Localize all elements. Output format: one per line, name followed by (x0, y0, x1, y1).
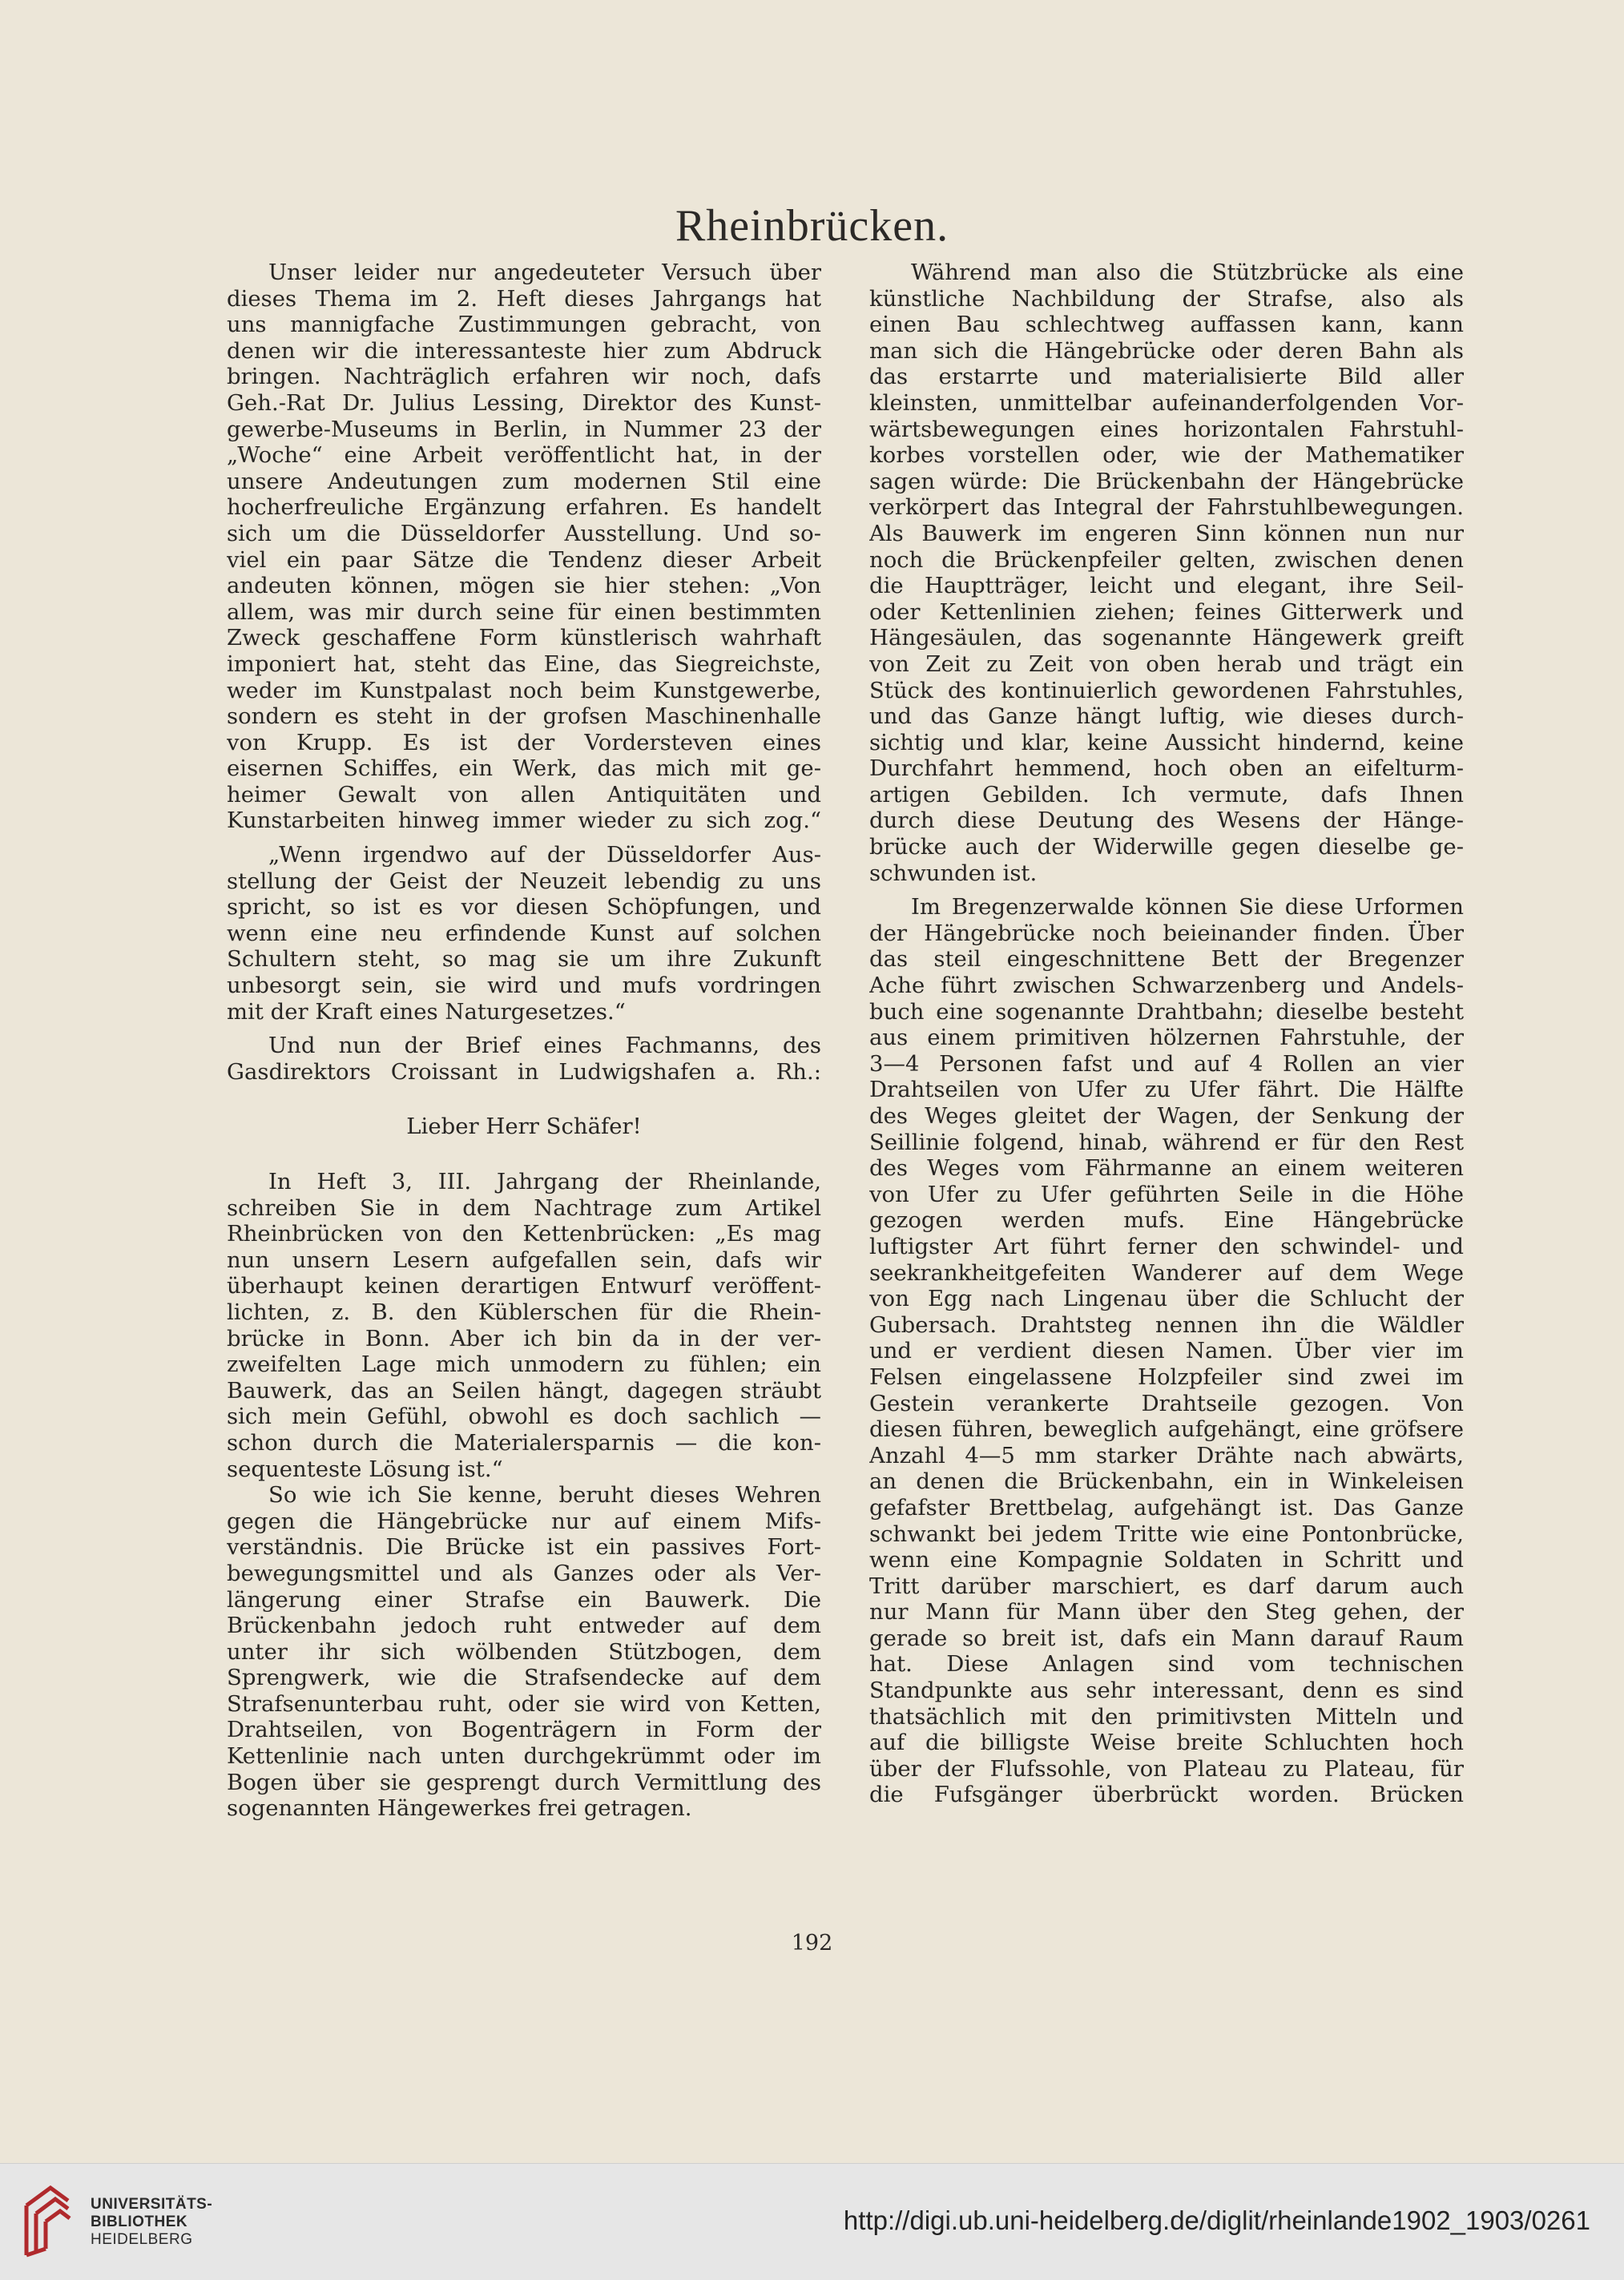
text-line: gefafster Brettbelag, aufgehängt ist. Das Ganze (869, 1494, 1464, 1521)
text-line: spricht, so ist es vor diesen Schöpfungen, und (227, 894, 821, 920)
text-line: und das Ganze hängt luftig, wie dieses durch- (869, 703, 1464, 730)
text-line: künstliche Nachbildung der Strafse, also als (869, 285, 1464, 312)
text-line: brücke in Bonn. Aber ich bin da in der ver- (227, 1325, 821, 1351)
text-line: von Ufer zu Ufer geführten Seile in die Höhe (869, 1181, 1464, 1207)
text-line: man sich die Hängebrücke oder deren Bahn als (869, 337, 1464, 364)
left-column (227, 260, 821, 1822)
text-line: imponiert hat, steht das Eine, das Siegreichste, (227, 651, 821, 677)
text-line: lichten, z. B. den Küblerschen für die Rhein- (227, 1299, 821, 1325)
text-line: allem, was mir durch seine für einen bestimmten (227, 598, 821, 625)
text-line: „Wenn irgendwo auf der Düsseldorfer Aus- (268, 842, 821, 868)
text-line: schwankt bei jedem Tritte wie eine Pontonbrücke, (869, 1521, 1464, 1547)
text-line: von Zeit zu Zeit von oben herab und trägt ein (869, 651, 1464, 677)
text-line: Im Bregenzerwalde können Sie diese Urformen (911, 894, 1464, 920)
text-line: sondern es steht in der grofsen Maschinenhalle (227, 703, 821, 730)
text-line: Stück des kontinuierlich gewordenen Fahrstuhles, (869, 677, 1464, 703)
text-line: noch die Brückenpfeiler gelten, zwischen denen (869, 546, 1464, 573)
text-line: wenn eine Kompagnie Soldaten in Schritt und (869, 1547, 1464, 1573)
text-line: eisernen Schiffes, ein Werk, das mich mit ge- (227, 755, 821, 782)
text-line: Ache führt zwischen Schwarzenberg und Andels- (869, 973, 1464, 999)
text-line: wenn eine neu erfindende Kunst auf solchen (227, 920, 821, 946)
text-line: Gasdirektors Croissant in Ludwigshafen a. Rh.: (227, 1058, 821, 1085)
text-line: an denen die Brückenbahn, ein in Winkeleisen (869, 1468, 1464, 1495)
text-line: Kunstarbeiten hinweg immer wieder zu sich zog.“ (227, 808, 821, 834)
text-line: schreiben Sie in dem Nachtrage zum Artikel (227, 1194, 821, 1221)
text-line: unbesorgt sein, sie wird und mufs vordringen (227, 973, 821, 999)
text-line: „Woche“ eine Arbeit veröffentlicht hat, in der (227, 442, 821, 469)
text-line: Als Bauwerk im engeren Sinn können nun nur (869, 520, 1464, 546)
text-line: sichtig und klar, keine Aussicht hindernd, keine (869, 729, 1464, 755)
text-line: Durchfahrt hemmend, hoch oben an eifelturm- (869, 755, 1464, 782)
text-line: Hängesäulen, das sogenannte Hängewerk greift (869, 625, 1464, 651)
text-line: des Weges vom Fährmanne an einem weiteren (869, 1155, 1464, 1182)
text-line: andeuten können, mögen sie hier stehen: „Von (227, 573, 821, 599)
library-name-line-1: UNIVERSITÄTS- (91, 2196, 213, 2213)
paragraph-gap (227, 1140, 821, 1169)
text-line: Und nun der Brief eines Fachmanns, des (268, 1033, 821, 1059)
text-line: sagen würde: Die Brückenbahn der Hängebrücke (869, 468, 1464, 494)
text-line: So wie ich Sie kenne, beruht dieses Wehren (268, 1482, 821, 1509)
text-line: die Hauptträger, leicht und elegant, ihre Seil- (869, 573, 1464, 599)
text-line: das erstarrte und materialisierte Bild aller (869, 364, 1464, 390)
text-line: des Weges gleitet der Wagen, der Senkung der (869, 1103, 1464, 1129)
text-line: bringen. Nachträglich erfahren wir noch, dafs (227, 364, 821, 390)
paragraph-gap (869, 886, 1464, 894)
page-number: 192 (791, 1931, 833, 1956)
text-line: unter ihr sich wölbenden Stützbogen, dem (227, 1638, 821, 1665)
text-line: Bogen über sie gesprengt durch Vermittlung des (227, 1769, 821, 1795)
article-title: Rheinbrücken. (675, 201, 949, 251)
text-line: überhaupt keinen derartigen Entwurf veröffent- (227, 1273, 821, 1299)
text-line: verständnis. Die Brücke ist ein passives Fort- (227, 1534, 821, 1561)
university-library-logo-icon (20, 2181, 78, 2262)
source-url-link[interactable]: http://digi.ub.uni-heidelberg.de/diglit/rheinlande1902_1903/0261 (843, 2205, 1590, 2235)
text-line: Kettenlinie nach unten durchgekrümmt oder im (227, 1743, 821, 1770)
text-line: bewegungsmittel und als Ganzes oder als Ver- (227, 1560, 821, 1586)
text-line: 3—4 Personen fafst und auf 4 Rollen an vier (869, 1050, 1464, 1077)
text-line: hocherfreuliche Ergänzung erfahren. Es handelt (227, 494, 821, 521)
text-line: die Fufsgänger überbrückt worden. Brücken (869, 1782, 1464, 1808)
text-line: seekrankheitgefeiten Wanderer auf dem Wege (869, 1259, 1464, 1286)
text-line: Standpunkte aus sehr interessant, denn es sind (869, 1678, 1464, 1704)
text-line: gegen die Hängebrücke nur auf einem Mifs- (227, 1508, 821, 1534)
text-line: In Heft 3, III. Jahrgang der Rheinlande, (268, 1169, 821, 1194)
paragraph-gap (227, 1025, 821, 1033)
text-line: sich um die Düsseldorfer Ausstellung. Und so- (227, 520, 821, 546)
library-footer (0, 2163, 1624, 2280)
text-line: schwunden ist. (869, 860, 1038, 886)
text-line: hat. Diese Anlagen sind vom technischen (869, 1651, 1464, 1678)
text-line: Gestein verankerte Drahtseile gezogen. Von (869, 1390, 1464, 1416)
text-line: schon durch die Materialersparnis — die kon- (227, 1429, 821, 1456)
text-line: gerade so breit ist, dafs ein Mann darauf Raum (869, 1625, 1464, 1651)
text-line: Drahtseilen, von Bogenträgern in Form der (227, 1717, 821, 1743)
text-line: heimer Gewalt von allen Antiquitäten und (227, 781, 821, 808)
text-line: längerung einer Strafse ein Bauwerk. Die (227, 1586, 821, 1613)
text-line: korbes vorstellen oder, wie der Mathematiker (869, 442, 1464, 469)
text-line: diesen führen, beweglich aufgehängt, eine gröfsere (869, 1416, 1464, 1443)
text-line: sequenteste Lösung ist.“ (227, 1456, 503, 1482)
text-line: durch diese Deutung des Wesens der Hänge- (869, 808, 1464, 834)
text-line: nur Mann für Mann über den Steg gehen, der (869, 1599, 1464, 1625)
paragraph-gap (227, 834, 821, 842)
text-line: verkörpert das Integral der Fahrstuhlbewegungen. (869, 494, 1464, 521)
text-line: Rheinbrücken von den Kettenbrücken: „Es mag (227, 1221, 821, 1247)
text-line: Zweck geschaffene Form künstlerisch wahrhaft (227, 625, 821, 651)
text-line: Schultern steht, so mag sie um ihre Zukunft (227, 946, 821, 973)
text-line: dieses Thema im 2. Heft dieses Jahrgangs hat (227, 285, 821, 312)
text-line: das steil eingeschnittene Bett der Bregenzer (869, 946, 1464, 973)
text-line: kleinsten, unmittelbar aufeinanderfolgenden Vor- (869, 389, 1464, 416)
text-line: buch eine sogenannte Drahtbahn; dieselbe besteht (869, 998, 1464, 1025)
text-line: artigen Gebilden. Ich vermute, dafs Ihnen (869, 781, 1464, 808)
text-line: stellung der Geist der Neuzeit lebendig zu uns (227, 868, 821, 894)
text-line: denen wir die interessanteste hier zum Abdruck (227, 337, 821, 364)
text-line: sogenannten Hängewerkes frei getragen. (227, 1795, 692, 1822)
text-line: Gubersach. Drahtsteg nennen ihn die Wäldler (869, 1311, 1464, 1338)
text-line: Brückenbahn jedoch ruht entweder auf dem (227, 1613, 821, 1639)
text-line: Drahtseilen von Ufer zu Ufer fährt. Die Hälfte (869, 1077, 1464, 1103)
text-line: einen Bau schlechtweg auffassen kann, kann (869, 312, 1464, 338)
text-line: Unser leider nur angedeuteter Versuch über (268, 260, 821, 285)
text-line: wärtsbewegungen eines horizontalen Fahrstuhl- (869, 416, 1464, 442)
text-line: Bauwerk, das an Seilen hängt, dagegen sträubt (227, 1377, 821, 1404)
text-line: oder Kettenlinien ziehen; feines Gitterwerk und (869, 598, 1464, 625)
paragraph-gap (227, 1085, 821, 1114)
text-line: weder im Kunstpalast noch beim Kunstgewerbe, (227, 677, 821, 703)
text-line: Tritt darüber marschiert, es darf darum auch (869, 1573, 1464, 1599)
text-line: Lieber Herr Schäfer! (406, 1114, 642, 1140)
text-line: zweifelten Lage mich unmodern zu fühlen; ein (227, 1351, 821, 1378)
text-line: über der Flufssohle, von Plateau zu Plateau, für (869, 1755, 1464, 1782)
text-line: unsere Andeutungen zum modernen Stil eine (227, 468, 821, 494)
text-line: der Hängebrücke noch beieinander finden. Über (869, 920, 1464, 946)
text-line: aus einem primitiven hölzernen Fahrstuhle, der (869, 1025, 1464, 1051)
library-name-line-2: BIBLIOTHEK (91, 2214, 188, 2230)
text-line: von Krupp. Es ist der Vordersteven eines (227, 729, 821, 755)
text-line: Seillinie folgend, hinab, während er für den Rest (869, 1129, 1464, 1155)
text-line: gewerbe-Museums in Berlin, in Nummer 23 der (227, 416, 821, 442)
text-line: uns mannigfache Zustimmungen gebracht, von (227, 312, 821, 338)
text-line: nun unsern Lesern aufgefallen sein, dafs wir (227, 1247, 821, 1273)
text-line: Sprengwerk, wie die Strafsendecke auf dem (227, 1665, 821, 1691)
library-name-line-3: HEIDELBERG (91, 2231, 193, 2248)
right-column (869, 260, 1464, 1808)
text-line: luftigster Art führt ferner den schwindel- und (869, 1233, 1464, 1259)
text-line: Während man also die Stützbrücke als eine (911, 260, 1464, 285)
text-line: Strafsenunterbau ruht, oder sie wird von Ketten, (227, 1690, 821, 1717)
text-line: und er verdient diesen Namen. Über vier im (869, 1338, 1464, 1364)
text-line: sich mein Gefühl, obwohl es doch sachlich — (227, 1404, 821, 1430)
text-line: von Egg nach Lingenau über die Schlucht der (869, 1286, 1464, 1312)
text-line: Felsen eingelassene Holzpfeiler sind zwei im (869, 1364, 1464, 1390)
text-line: brücke auch der Widerwille gegen dieselbe ge- (869, 834, 1464, 860)
text-line: viel ein paar Sätze die Tendenz dieser Arbeit (227, 546, 821, 573)
text-line: thatsächlich mit den primitivsten Mitteln und (869, 1703, 1464, 1730)
text-line: gezogen werden mufs. Eine Hängebrücke (869, 1207, 1464, 1234)
text-line: auf die billigste Weise breite Schluchten hoch (869, 1730, 1464, 1756)
text-line: Geh.-Rat Dr. Julius Lessing, Direktor des Kunst- (227, 389, 821, 416)
library-name (91, 2196, 212, 2249)
text-line: Anzahl 4—5 mm starker Drähte nach abwärts, (869, 1442, 1464, 1468)
text-line: mit der Kraft eines Naturgesetzes.“ (227, 998, 626, 1025)
